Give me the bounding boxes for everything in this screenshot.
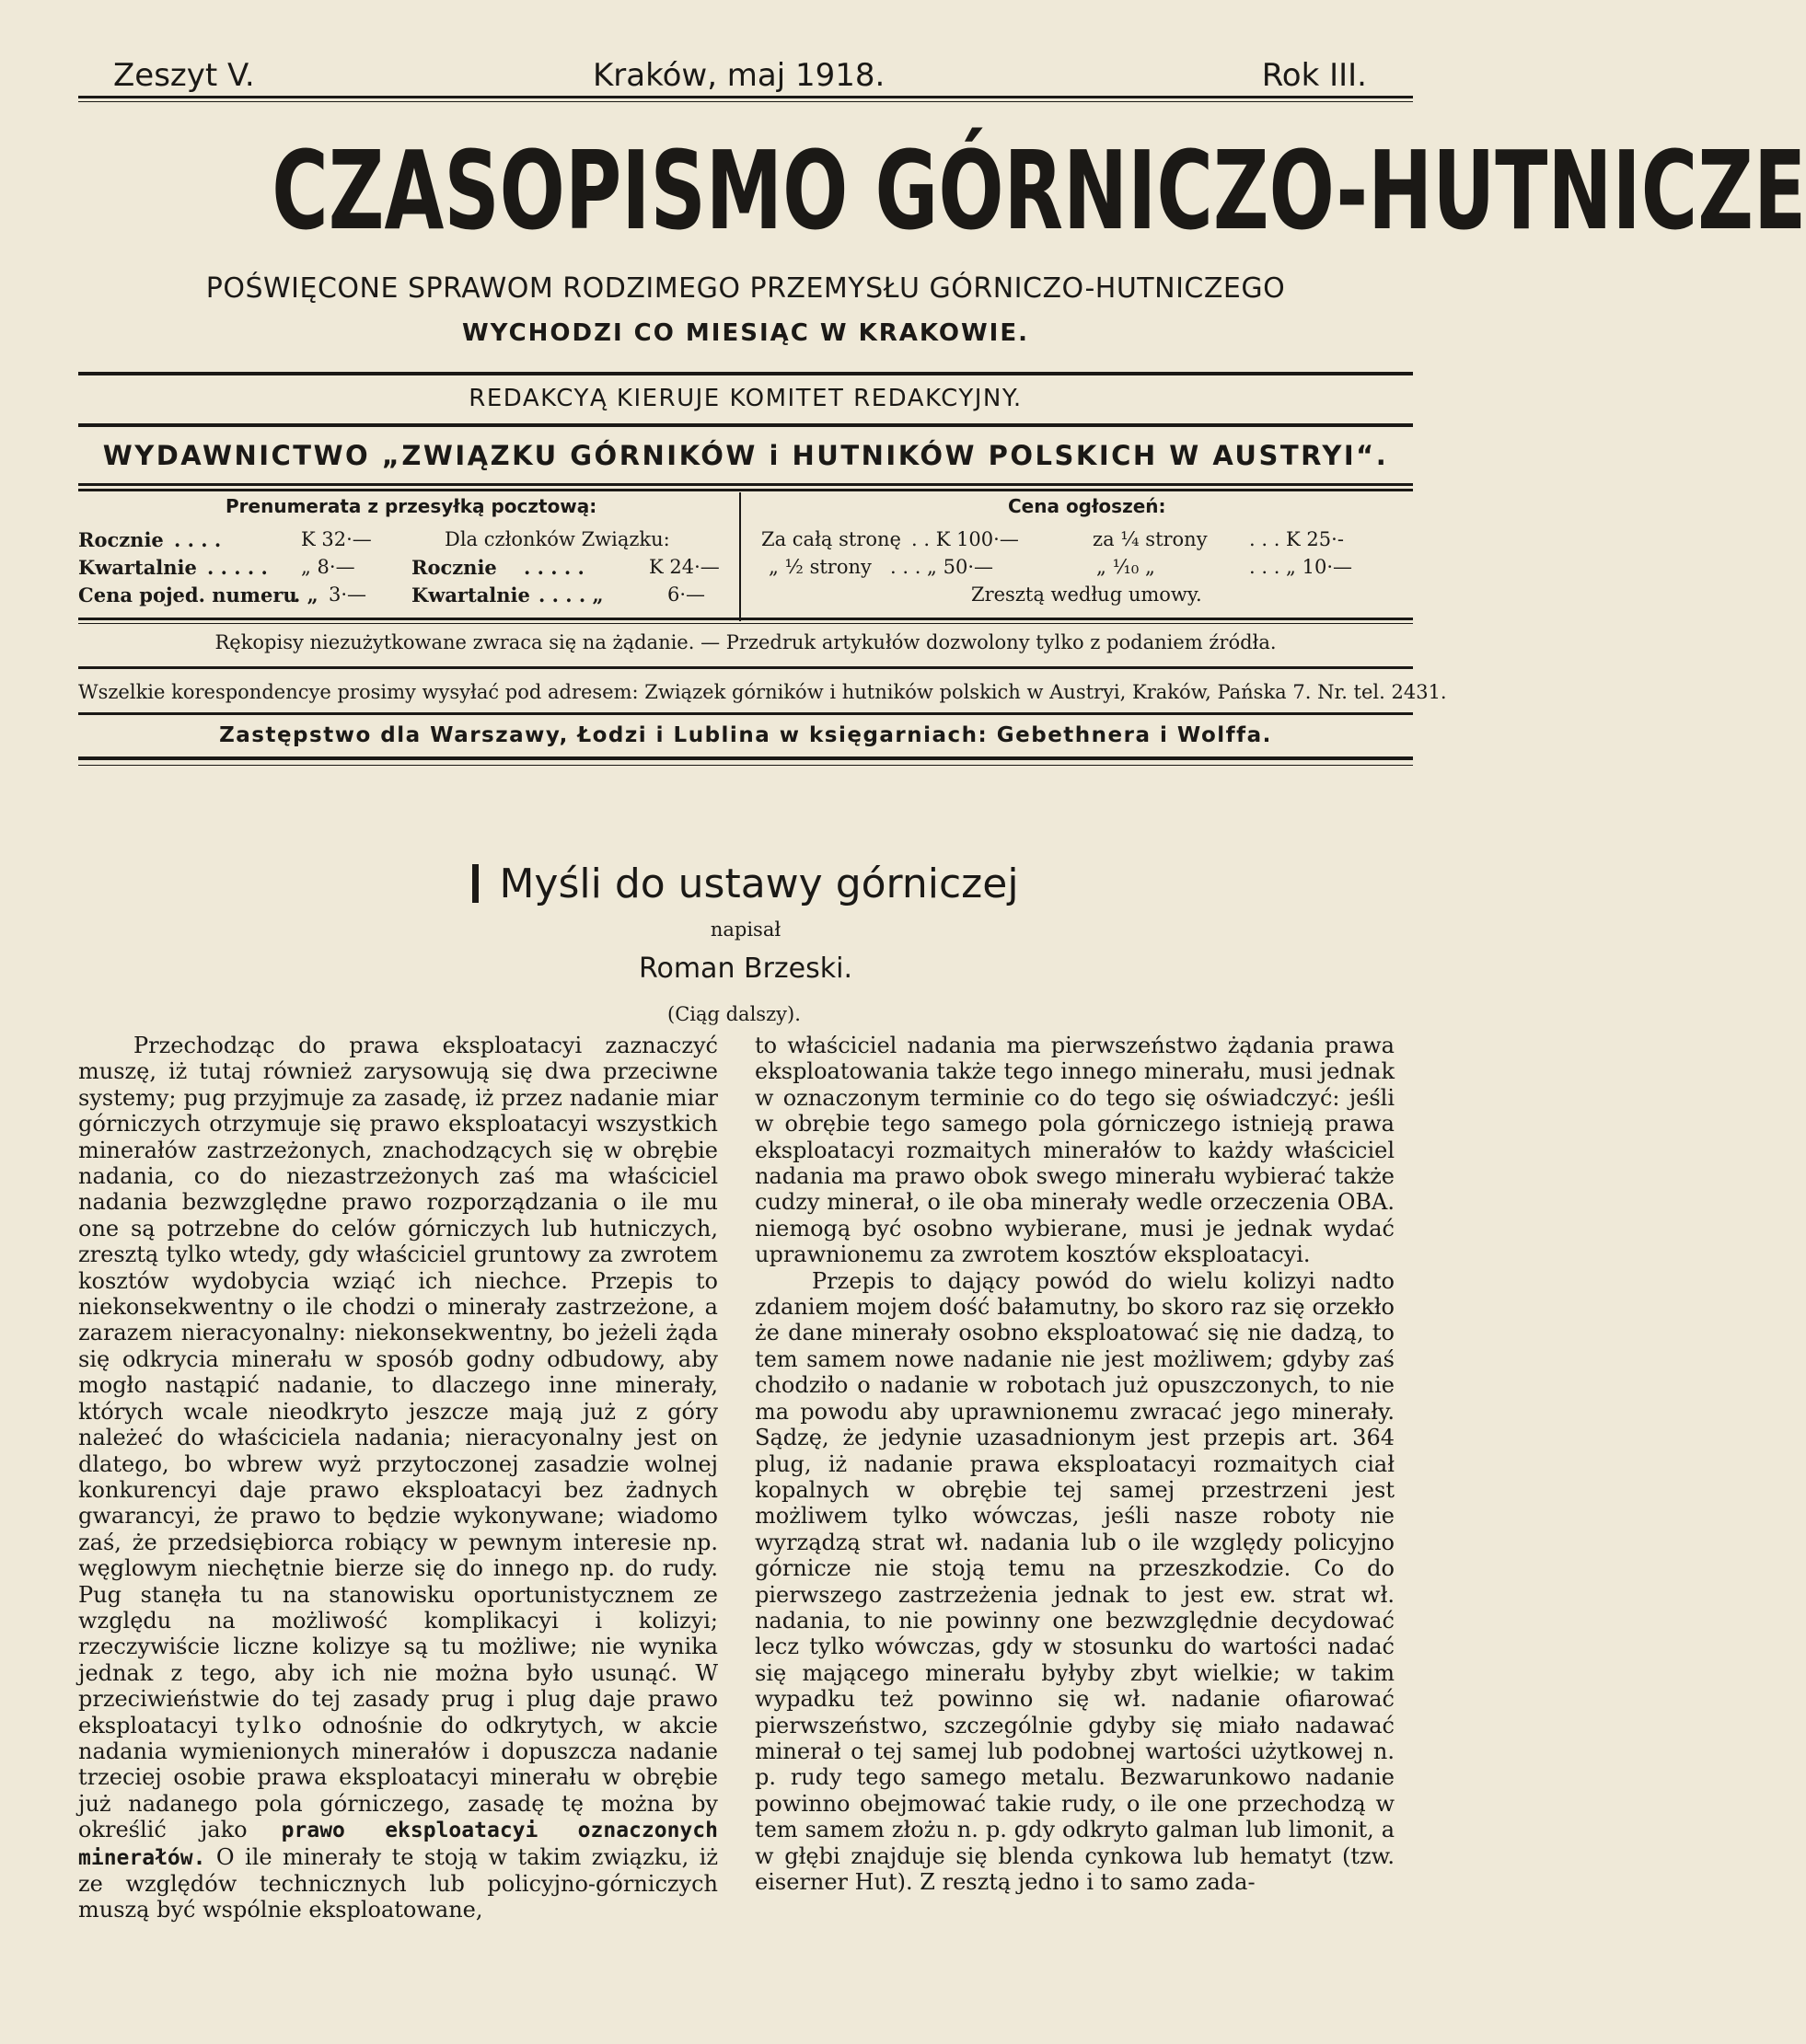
price-label: Kwartalnie (78, 556, 197, 579)
title-marker (472, 864, 479, 903)
price-label: Cena pojed. numeru (78, 583, 297, 606)
correspondence-note: Wszelkie korespondencye prosimy wysyłać pod adresem: Związek górników i hutników polskich w Austryi, Kraków, Pańska 7. Nr. tel. 2431. (78, 681, 1447, 703)
ad-label: „ ½ strony (769, 556, 872, 578)
paragraph-text: O ile minerały te stoją w takim związku, iż ze względów technicznych lub policyjno-górniczych muszą być wspólnie eksploatowane, (78, 1843, 718, 1923)
bold-term: prawo eksploatacyi oznaczonych minerałów. (78, 1819, 718, 1870)
pricing-block (78, 495, 1413, 619)
continued-note: (Ciąg dalszy). (667, 1003, 801, 1025)
paragraph: to właściciel nadania ma pierwszeństwo żądania prawa eksploatowania także tego innego minerału, musi jednak w oznaczonym terminie co do tego się oświadczyć: jeśli w obrębie tego samego pola górniczego istnieją prawa eksploatacyi rozmaitych minerałów to każdy właściciel nadania ma prawo obok swego minerału wybierać także cudzy minerał, o ile oba minerały wedle orzeczenia OBA. niemogą być osobno wybierane, musi je jednak wydać uprawnionemu za zwrotem kosztów eksploatacyi. (755, 1033, 1395, 1268)
price-dots: . . . . . (524, 556, 585, 579)
divider-rule (78, 666, 1413, 669)
representation-note: Zastępstwo dla Warszawy, Łodzi i Lublina w księgarniach: Gebethnera i Wolffa. (219, 723, 1272, 747)
editorial-line: REDAKCYĄ KIERUJE KOMITET REDAKCYJNY. (469, 385, 1023, 412)
price-dots: . . . . (174, 528, 222, 551)
header-rule-thin (78, 101, 1413, 102)
masthead-title: CZASOPISMO GÓRNICZO-HUTNICZE (272, 127, 1806, 254)
price-dots: . „ (294, 583, 318, 606)
ad-terms: Zresztą według umowy. (971, 583, 1202, 606)
divider-rule (78, 489, 1413, 491)
article-column-right (755, 1033, 1395, 1895)
divider-rule (78, 712, 1413, 715)
price-value: 3·— (329, 583, 367, 606)
ad-label: „ ⅒ „ (1096, 556, 1155, 578)
emphasis-text: tylko (235, 1712, 305, 1738)
header-rule (78, 96, 1413, 98)
divider-rule (78, 423, 1413, 427)
divider-rule-thin (78, 623, 1413, 624)
byline: napisał (710, 918, 781, 941)
ad-price: . . . „ 50·— (890, 556, 994, 578)
manuscripts-note: Rękopisy niezużytkowane zwraca się na żądanie. — Przedruk artykułów dozwolony tylko z podaniem źródła. (214, 631, 1277, 653)
paragraph: Przepis to dający powód do wielu kolizyi nadto zdaniem mojem dość bałamutny, bo skoro raz się orzekło że dane minerały osobno eksploatować się nie dadzą, to tem samem nowe nadanie nie jest możliwem; gdyby zaś chodziło o nadanie w robotach już opuszczonych, to nie ma powodu aby uprawnionemu zwracać jego minerały. Sądzę, że jedynie uzasadnionym jest przepis art. 364 plug, iż nadanie prawa eksploatacyi rozmaitych ciał kopalnych w obrębie tej samej przestrzeni jest możliwem tylko wówczas, jeśli nasze roboty nie wyrządzą strat wł. nadania lub o ile względy policyjno górnicze nie stoją temu na przeszkodzie. Co do pierwszego zastrzeżenia jednak to jest ew. strat wł. nadania, to nie powinny one bezwzględnie decydować lecz tylko wówczas, gdy w stosunku do wartości nadać się mającego minerału byłyby zbyt wielkie; w takim wypadku też powinno się wł. nadanie ofiarować pierwszeństwo, szczególnie gdyby się miało nadawać minerał o tej samej lub podobnej wartości użytkowej n. p. rudy tego samego metalu. Bezwarunkowo nadanie powinno obejmować takie rudy, o ile one przechodzą w tem samem złożu n. p. gdy odkryto galman lub limonit, a w głębi znajduje się blenda cynkowa lub hematyt (tzw. eiserner Hut). Z resztą jedno i to samo zada- (755, 1267, 1395, 1895)
ad-price: . . K 100·— (911, 528, 1019, 550)
ad-label: Za całą stronę (761, 528, 901, 550)
place-date: Kraków, maj 1918. (593, 57, 886, 94)
ad-label: za ¼ strony (1093, 528, 1208, 550)
price-dots: . . . . „ (538, 583, 604, 606)
ad-price: . . . „ 10·— (1249, 556, 1353, 578)
ad-price: . . . K 25·- (1249, 528, 1344, 550)
divider-rule (78, 618, 1413, 620)
page (78, 0, 1806, 2044)
divider-rule (78, 483, 1413, 486)
members-heading: Dla członków Związku: (445, 528, 670, 550)
price-dots: . . . . . (207, 556, 268, 579)
price-value: K 24·— (649, 556, 720, 578)
divider-rule-thin (78, 765, 1413, 766)
price-label: Kwartalnie (411, 583, 530, 606)
header-line (78, 57, 1413, 98)
article-column-left (78, 1033, 718, 1923)
subtitle-line-1: POŚWIĘCONE SPRAWOM RODZIMEGO PRZEMYSŁU GÓRNICZO-HUTNICZEGO (205, 272, 1286, 305)
paragraph-text: Przechodząc do prawa eksploatacyi zaznaczyć muszę, iż tutaj również zarysowują się dwa przeciwne systemy; pug przyjmuje za zasadę, iż przez nadanie miar górniczych otrzymuje się prawo eksploatacyi wszystkich minerałów zastrzeżonych, znachodzących się w obrębie nadania, co do niezastrzeżonych zaś ma właściciel nadania bezwzględne prawo rozporządzania o ile mu one są potrzebne do celów górniczych lub hutniczych, zresztą tylko wtedy, gdy właściciel gruntowy za zwrotem kosztów wydobycia wziąć ich niechce. Przepis to niekonsekwentny o ile chodzi o minerały zastrzeżone, a zarazem nieracyonalny: niekonsekwentny, bo jeżeli żąda się odkrycia minerału w sposób godny odbudowy, aby mogło nastąpić nadanie, to dlaczego inne minerały, których wcale nieodkryto jeszcze mają już z góry należeć do właściciela nadania; nieracyonalny jest on dlatego, bo wbrew wyż przytoczonej zasadzie wolnej konkurencyi daje prawo eksploatacyi bez żadnych gwarancyi, że prawo to będzie wykonywane; wiadomo zaś, że przedsiębiorca robiący w pewnym interesie np. węglowym niechętnie bierze się do innego np. do rudy. Pug stanęła tu na stanowisku oportunistycznem ze względu na możliwość komplikacyi i kolizyi; rzeczywiście liczne kolizye są tu możliwe; nie wynika jednak z tego, aby ich nie można było usunąć. W przeciwieństwie do tej zasady prug i plug daje prawo eksploatacyi (78, 1033, 718, 1738)
ads-heading: Cena ogłoszeń: (1008, 495, 1166, 517)
year-volume: Rok III. (1261, 57, 1367, 94)
price-value: K 32·— (301, 528, 372, 550)
price-value: „ 8·— (301, 556, 355, 578)
subtitle-line-2: WYCHODZI CO MIESIĄC W KRAKOWIE. (462, 319, 1029, 347)
price-value: 6·— (667, 583, 706, 606)
publisher-line: WYDAWNICTWO „ZWIĄZKU GÓRNIKÓW i HUTNIKÓW POLSKICH W AUSTRYI“. (102, 440, 1389, 471)
divider-rule (78, 756, 1413, 760)
author-name: Roman Brzeski. (638, 953, 852, 985)
subscription-heading: Prenumerata z przesyłką pocztową: (226, 495, 597, 517)
article-title (78, 860, 1413, 907)
divider-rule (78, 372, 1413, 375)
article-title-text: Myśli do ustawy górniczej (499, 860, 1019, 907)
price-label: Rocznie (411, 556, 497, 579)
price-label: Rocznie (78, 528, 164, 551)
pricing-divider (739, 492, 741, 621)
paragraph-text: odnośnie do odkrytych, w akcie nadania wymienionych minerałów i dopuszcza nadanie trzeciej osobie prawa eksploatacyi minerału w obrębie już nadanego pola górniczego, zasadę tę można by określić jako (78, 1712, 718, 1843)
issue-number: Zeszyt V. (113, 57, 255, 94)
